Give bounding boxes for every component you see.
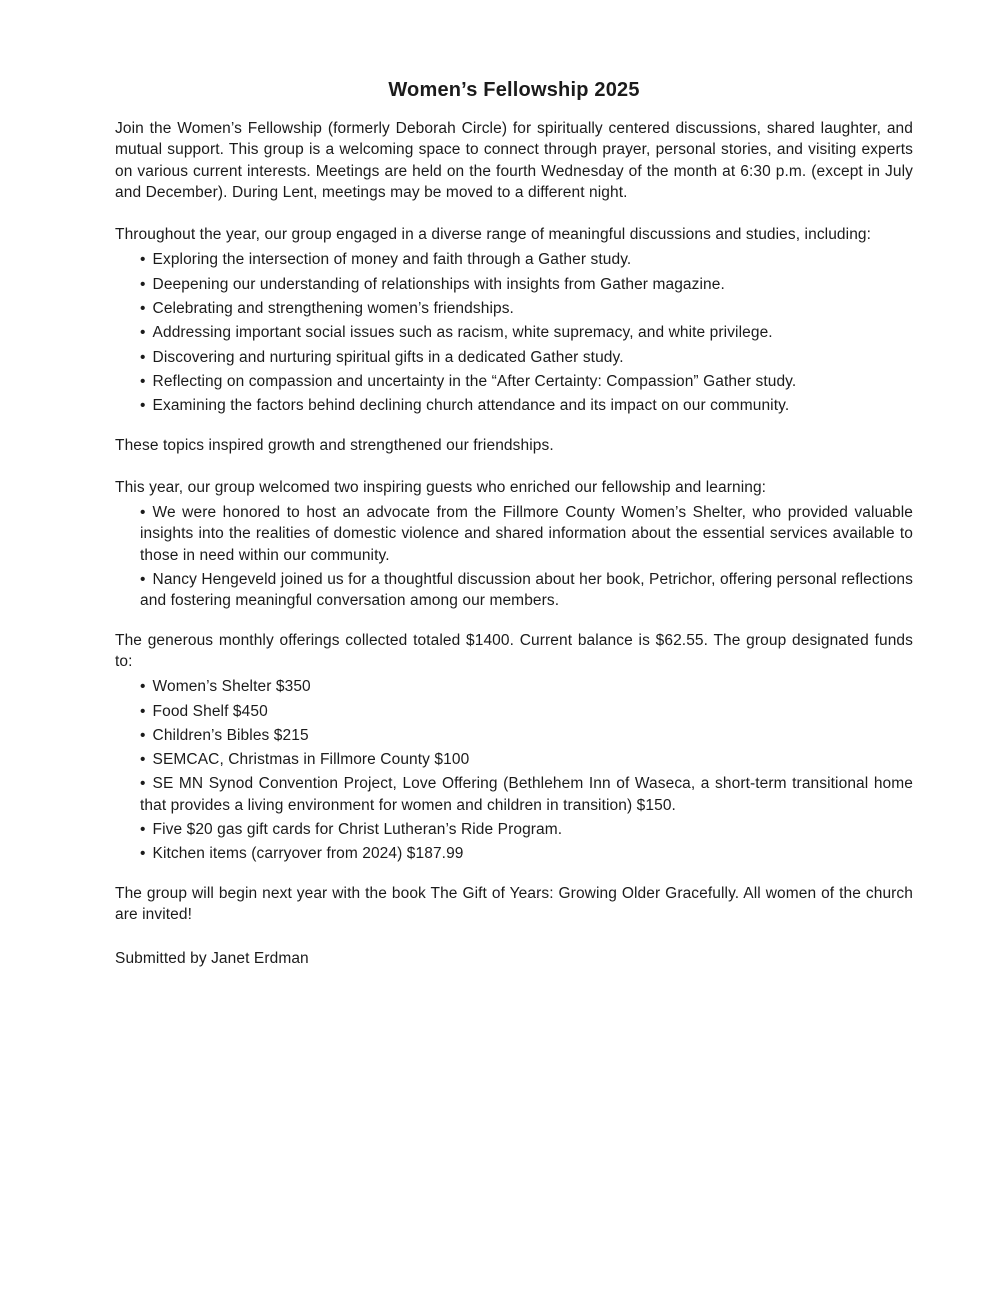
list-item: • Exploring the intersection of money and faith through a Gather study. <box>140 249 913 270</box>
list-item: • Food Shelf $450 <box>140 701 913 722</box>
topics-intro-paragraph: Throughout the year, our group engaged in a diverse range of meaningful discussions and studies, including: <box>115 226 872 244</box>
list-item: • Five $20 gas gift cards for Christ Lutheran’s Ride Program. <box>140 819 913 840</box>
list-item: • Examining the factors behind declining church attendance and its impact on our community. <box>140 395 913 416</box>
list-item: • Nancy Hengeveld joined us for a thoughtful discussion about her book, Petrichor, offering personal reflections and fostering meaningful conversation among our members. <box>140 569 913 612</box>
topics-outro-paragraph: These topics inspired growth and strengthened our friendships. <box>115 436 554 454</box>
list-item: • Discovering and nurturing spiritual gifts in a dedicated Gather study. <box>140 347 913 368</box>
intro-paragraph: Join the Women’s Fellowship (formerly Deborah Circle) for spiritually centered discussions, shared laughter, and mutual support. This group is a welcoming space to connect through prayer, personal stories, and visiting experts on various current interests. Meetings are held on the fourth Wednesday of the month at 6:30 p.m. (except in July and December). During Lent, meetings may be moved to a different night. <box>115 120 913 201</box>
list-item: • Deepening our understanding of relationships with insights from Gather magazine. <box>140 274 913 295</box>
closing-paragraph: The group will begin next year with the book The Gift of Years: Growing Older Gracefully. All women of the church are invited! <box>115 884 913 923</box>
list-item: • Reflecting on compassion and uncertainty in the “After Certainty: Compassion” Gather study. <box>140 371 913 392</box>
topics-list <box>140 249 913 416</box>
list-item: • Kitchen items (carryover from 2024) $187.99 <box>140 843 913 864</box>
list-item: • We were honored to host an advocate from the Fillmore County Women’s Shelter, who provided valuable insights into the realities of domestic violence and shared information about the essential services available to those in need within our community. <box>140 502 913 566</box>
list-item: • SE MN Synod Convention Project, Love Offering (Bethlehem Inn of Waseca, a short-term transitional home that provides a living environment for women and children in transition) $150. <box>140 773 913 816</box>
guests-list <box>140 502 913 611</box>
list-item: • Celebrating and strengthening women’s friendships. <box>140 298 913 319</box>
document-title: Women’s Fellowship 2025 <box>388 79 640 101</box>
list-item: • Women’s Shelter $350 <box>140 676 913 697</box>
signature-line: Submitted by Janet Erdman <box>115 950 309 968</box>
guests-intro-paragraph: This year, our group welcomed two inspiring guests who enriched our fellowship and learning: <box>115 478 767 496</box>
list-item: • SEMCAC, Christmas in Fillmore County $100 <box>140 749 913 770</box>
funds-list <box>140 676 913 864</box>
offerings-paragraph: The generous monthly offerings collected totaled $1400. Current balance is $62.55. The group designated funds to: <box>115 631 913 670</box>
list-item: • Addressing important social issues such as racism, white supremacy, and white privilege. <box>140 322 913 343</box>
document-content <box>115 78 913 991</box>
list-item: • Children’s Bibles $215 <box>140 725 913 746</box>
